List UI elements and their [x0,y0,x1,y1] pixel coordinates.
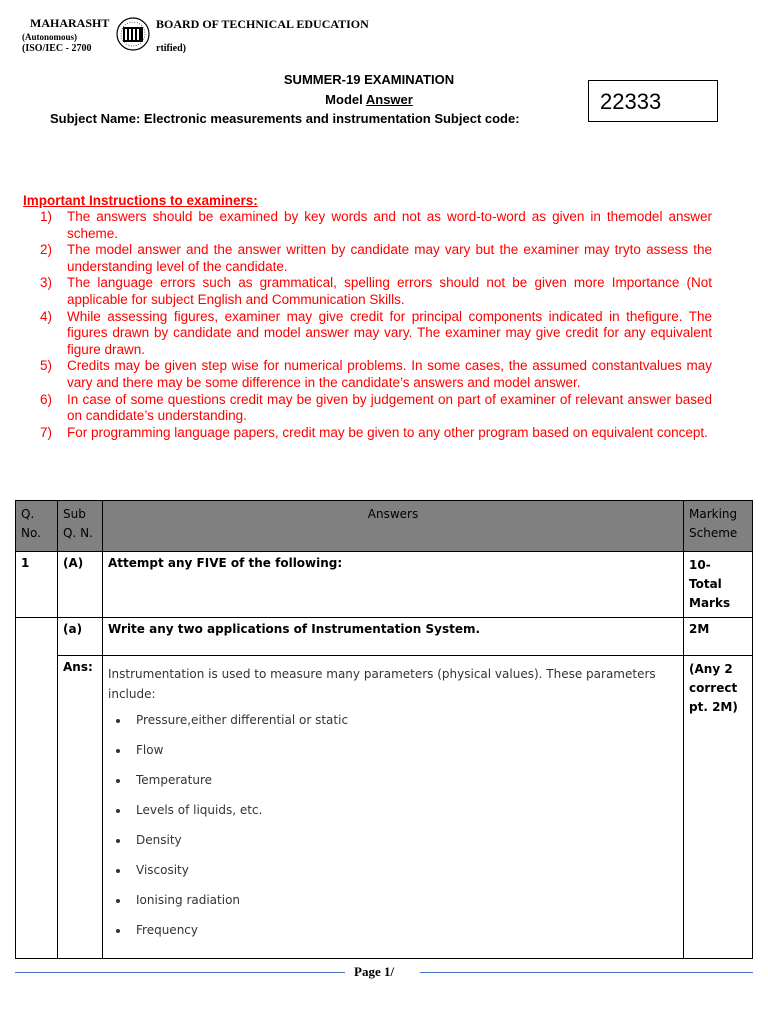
list-item: • Levels of liquids, etc. [130,800,678,830]
list-item: • Viscosity [130,860,678,890]
instruction-number: 2) [40,242,53,258]
list-item: • Temperature [130,770,678,800]
board-logo-icon [110,16,156,52]
instruction-number: 5) [40,358,53,374]
instruction-item [40,242,712,275]
header-line-3: (ISO/IEC - 2700 [22,43,92,54]
row2-answer: Write any two applications of Instrumentation System. [103,618,684,656]
row2-marks: 2M [684,618,753,656]
row1-q-no: 1 [16,552,58,618]
header-answers: Answers [103,501,684,552]
instruction-text: While assessing figures, examiner may give credit for principal components indicated in thefigure. The figures drawn by candidate and model answer may vary. The examiner may give credit for any equivalent figure drawn. [67,308,712,357]
header-line-2: (Autonomous) [22,32,78,42]
instruction-item [40,309,712,359]
instruction-text: The answers should be examined by key words and not as word-to-word as given in themodel answer scheme. [67,209,712,241]
header-certified: rtified) [156,43,186,54]
header-marking: Marking Scheme [684,501,753,552]
page-number: Page 1/ [354,964,395,979]
table-row [16,552,753,618]
exam-title: SUMMER-19 EXAMINATION [283,72,455,87]
instruction-text: The language errors such as grammatical, spelling errors should not be given more Importance (Not applicable for subject English and Communication Skills. [67,275,712,307]
row1-sub-q: (A) [58,552,103,618]
subject-line: Subject Name: Electronic measurements and instrumentation Subject code: [50,111,520,126]
instruction-number: 7) [40,424,53,440]
table-row [16,656,753,959]
list-item: • Density [130,830,678,860]
subject-code-box: 22333 [588,80,718,122]
row1-answer: Attempt any FIVE of the following: [103,552,684,618]
model-answer-word: Answer [365,92,413,107]
list-item: • Ionising radiation [130,890,678,920]
list-item: • Pressure,either differential or static [130,710,678,740]
answer-table [15,500,753,959]
instruction-number: 4) [40,308,53,324]
instruction-item [40,209,712,242]
instruction-text: In case of some questions credit may be given by judgement on part of examiner of relevant answer based on candidate’s understanding. [67,391,712,424]
row2-sub-q: (a) [58,618,103,656]
answer-bullets [108,710,678,950]
model-prefix: Model [325,92,366,107]
row3-marks: (Any 2 correct pt. 2M) [684,656,753,959]
footer-rule-left [15,972,345,973]
instruction-number: 3) [40,275,53,291]
instruction-number: 1) [40,209,53,224]
list-item: • Frequency [130,920,678,950]
row1-marks: 10- Total Marks [684,552,753,618]
instruction-text: Credits may be given step wise for numerical problems. In some cases, the assumed constantvalues may vary and there may be some difference in the candidate’s answers and model answer. [67,358,712,390]
instruction-text: The model answer and the answer written by candidate may vary but the examiner may tryto assess the understanding level of the candidate. [67,242,712,274]
header-board-name: BOARD OF TECHNICAL EDUCATION [156,17,369,31]
header-q-no: Q. No. [16,501,58,552]
answer-intro: Instrumentation is used to measure many parameters (physical values). These parameters include: [108,667,656,701]
footer-rule-right [420,972,753,973]
instruction-number: 6) [40,391,53,407]
row2-q-no [16,618,58,959]
list-item: • Flow [130,740,678,770]
instruction-item [40,275,712,308]
instructions-heading: Important Instructions to examiners: [23,193,258,208]
row3-sub-q: Ans: [58,656,103,959]
table-row [16,618,753,656]
instruction-item [40,425,712,442]
header-line-1: MAHARASHT [30,16,110,30]
instruction-item [40,358,712,391]
instructions-list [40,209,712,441]
table-header-row [16,501,753,552]
header-sub-q: Sub Q. N. [58,501,103,552]
row3-answer [103,656,684,959]
instruction-item [40,392,712,425]
instruction-text: For programming language papers, credit may be given to any other program based on equivalent concept. [67,424,708,440]
